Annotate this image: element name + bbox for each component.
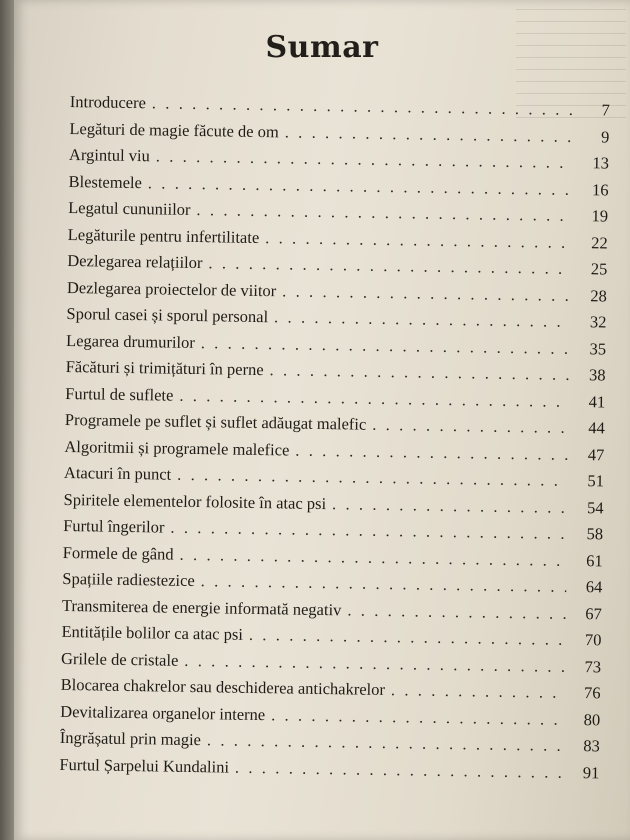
toc-leader-dots (274, 307, 571, 332)
toc-entry-label: Furtul îngerilor (63, 515, 165, 537)
toc-entry-label: Devitalizarea organelor interne (60, 701, 266, 724)
toc-entry-label: Blestemele (68, 171, 143, 192)
toc-entry-label: Furtul de suflete (65, 383, 174, 405)
toc-entry-page-number: 64 (585, 577, 603, 597)
page-edge-shadow (0, 0, 14, 840)
toc-entry-label: Furtul Șarpelui Kundalini (59, 754, 230, 777)
toc-entry-label: Transmiterea de energie informată negativ (61, 595, 342, 619)
toc-entry-label: Îngrășatul prin magie (59, 727, 202, 750)
toc-entry-label: Legatul cununiilor (68, 197, 191, 219)
toc-entry-page-number: 22 (591, 232, 608, 252)
toc-leader-dots (269, 360, 569, 385)
toc-entry-page-number: 9 (600, 126, 610, 146)
toc-entry-label: Dezlegarea relațiilor (67, 250, 203, 273)
toc-entry-label: Legături de magie făcute de om (69, 118, 279, 141)
toc-entry-page-number: 67 (585, 603, 603, 623)
toc-entry-label: Argintul viu (68, 144, 150, 166)
toc-leader-dots (152, 93, 574, 120)
toc-entry-page-number: 35 (589, 338, 607, 358)
toc-entry-page-number: 76 (583, 683, 601, 703)
toc-entry-label: Formele de gând (62, 542, 174, 564)
toc-entry-label: Grilele de cristale (60, 648, 179, 670)
toc-entry-label: Dezlegarea proiectelor de viitor (66, 277, 277, 300)
toc-entry-label: Programele pe suflet și suflet adăugat malefic (64, 409, 367, 434)
toc-entry-page-number: 61 (586, 550, 603, 570)
toc-leader-dots (347, 600, 566, 623)
toc-entry-page-number: 58 (586, 524, 604, 544)
toc-leader-dots (235, 757, 564, 782)
toc-entry-label: Făcături și trimițături în perne (65, 356, 264, 380)
toc-entry-page-number: 13 (592, 153, 610, 173)
toc-entry-page-number: 70 (584, 630, 602, 650)
book-page (14, 0, 630, 840)
table-of-contents (59, 92, 610, 789)
toc-leader-dots (282, 281, 571, 306)
toc-entry-page-number: 38 (588, 365, 606, 385)
toc-entry-page-number: 28 (590, 285, 608, 305)
toc-entry-page-number: 51 (587, 471, 605, 491)
toc-leader-dots (271, 705, 564, 730)
toc-entry-label: Spiritele elementelor folosite în atac psi (63, 489, 327, 513)
toc-leader-dots (265, 228, 572, 253)
toc-entry-page-number: 41 (588, 391, 606, 411)
toc-entry-page-number: 44 (588, 418, 605, 438)
toc-entry-page-number: 16 (591, 179, 609, 199)
toc-leader-dots (208, 253, 571, 279)
toc-entry-page-number: 83 (583, 736, 600, 756)
toc-entry-label: Entitățile bolilor ca atac psi (61, 621, 244, 644)
toc-entry-page-number: 7 (601, 100, 610, 120)
toc-leader-dots (249, 625, 566, 650)
toc-entry-label: Sporul casei și sporul personal (66, 303, 269, 327)
page-title: Sumar (265, 30, 379, 65)
toc-entry-page-number: 80 (583, 709, 601, 729)
toc-leader-dots (285, 122, 574, 147)
toc-leader-dots (391, 680, 565, 703)
toc-entry-page-number: 73 (584, 656, 602, 676)
toc-entry-label: Blocarea chakrelor sau deschiderea antichakrelor (60, 674, 386, 700)
toc-entry-label: Introducere (69, 92, 147, 113)
toc-entry-label: Spațiile radiestezice (62, 568, 195, 591)
toc-entry-page-number: 91 (582, 762, 600, 782)
toc-entry-page-number: 25 (590, 259, 608, 279)
toc-entry-page-number: 32 (589, 312, 607, 332)
toc-entry-label: Legarea drumurilor (65, 330, 195, 352)
toc-entry-label: Atacuri în punct (63, 462, 172, 484)
toc-leader-dots (295, 440, 568, 464)
toc-leader-dots (372, 415, 569, 438)
toc-entry-page-number: 54 (586, 497, 604, 517)
toc-leader-dots (207, 730, 564, 756)
toc-entry-label: Algoritmii și programele malefice (64, 436, 290, 459)
toc-entry-page-number: 47 (587, 444, 605, 464)
toc-entry-label: Legăturile pentru infertilitate (67, 224, 260, 247)
toc-leader-dots (332, 494, 568, 518)
toc-entry-page-number: 19 (591, 206, 609, 226)
